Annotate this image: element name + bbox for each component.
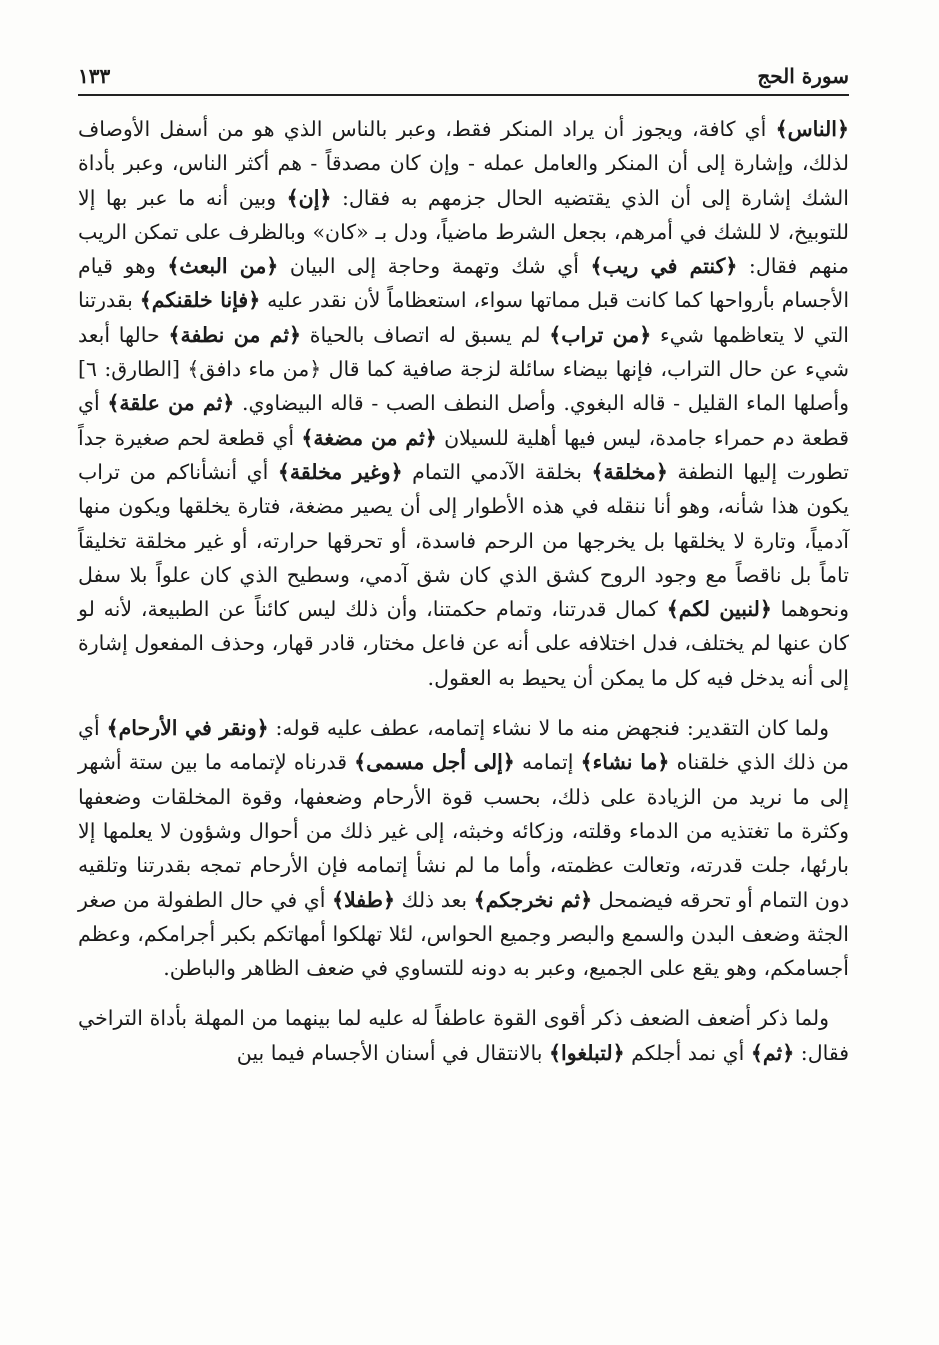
quran-quote: ﴿وغير مخلقة﴾ [277,459,403,484]
quran-quote: ﴿لنبين لكم﴾ [666,597,772,622]
page-number: ١٣٣ [78,64,111,88]
commentary-text: لم يسبق له اتصاف بالحياة [301,322,550,347]
quran-quote: ﴿إلى أجل مسمى﴾ [354,750,515,775]
commentary-text: بخلقة الآدمي التمام [402,459,592,484]
paragraph-3 [78,1001,849,1070]
commentary-text: أي كافة، ويجوز أن يراد المنكر فقط، وعبر بالناس الذي هو من أسفل الأوصاف لذلك، وإشارة إلى أن المنكر والعامل عمله - وإن كان مصدقاً - هم أكثر الناس، وعبر بأداة الشك إشارة إلى أن الذي يقتضيه الحال جزمهم به فقال: [78,117,849,210]
commentary-text: أي قطعة دم حمراء جامدة، ليس فيها أهلية للسيلان [78,391,850,450]
quran-quote: ﴿ثم من مضغة﴾ [301,425,437,450]
commentary-text: كمال قدرتنا، وتمام حكمتنا، وأن ذلك ليس كائناً عن الطبيعة، لأنه لو كان عنها لم يختلف، فدل اختلافه على أنه عن فاعل مختار، قادر قهار، وحذف المفعول إشارة إلى أنه يدخل فيه كل ما يمكن أن يحيط به العقول. [78,597,849,690]
commentary-text: وبين أنه ما عبر بها إلا للتوبيخ، لا للشك في أمرهم، بجعل الشرط ماضياً، ودل بـ «كان» وبالظرف على تمكن الريب منهم فقال: [78,185,849,279]
quran-quote: ﴿فإنا خلقنكم﴾ [139,288,261,313]
commentary-text: بالانتقال في أسنان الأجسام فيما بين [236,1040,550,1065]
paragraph-2 [78,711,849,985]
commentary-text: ولما كان التقدير: فنجهض منه ما لا نشاء إتمامه، عطف عليه قوله: [268,716,829,741]
commentary-text: قدرناه لإتمامه ما بين ستة أشهر إلى ما نريد من الزيادة على ذلك، بحسب قوة الأرحام وضعفها، وقوة المخلقات وضعفها وكثرة ما تغتذيه من الدماء وقلته، وزكائه وخبثه، إلى غير ذلك من أحوال وشؤون لا يعلمها إلا بارئها، جلت قدرته، وتعالت عظمته، وأما ما لم نشأ إتمامه فإن الأرحام تمجه بقدرتنا وتلقيه دون التمام أو تحرقه فيضمحل [78,750,849,912]
commentary-text: أي شك وتهمة وحاجة إلى البيان [278,254,591,279]
commentary-text: أي قطعة لحم صغيرة جداً تطورت إليها النطفة [78,425,849,484]
surah-title: سورة الحج [757,64,849,88]
commentary-text: حالها أبعد شيء عن حال التراب، فإنها بيضاء سائلة لزجة صافية كما قال ﴿من ماء دافق﴾ [الطارق: ٦] وأصلها الماء القليل - قاله البغوي. وأصل النطف الصب - قاله البيضاوي. [78,322,849,416]
quran-quote: ﴿لتبلغوا﴾ [549,1040,625,1065]
commentary-text: إتمامه [514,750,581,775]
commentary-text: بقدرتنا التي لا يتعاظمها شيء [78,288,850,347]
commentary-text: أي أنشأناكم من تراب يكون هذا شأنه، وهو أنا ننقله في هذه الأطوار إلى أن يصير مضغة، فتارة يخلقها ويكون منها آدمياً، وتارة لا يخلقها بل يخرجها من الرحم فاسدة، أو تحرقها حرارته، أو غير مخلقة تخليقاً تاماً بل ناقصاً مع وجود الروح كشق الذي كان شق آدمي، وسطيح الذي كان علواً بلا سفل ونحوهما [78,459,849,622]
commentary-text: وهو قيام الأجسام بأرواحها كما كانت قبل مماتها سواء، استعظاماً لأن نقدر عليه [78,254,850,313]
quran-quote: ﴿مخلقة﴾ [591,459,668,484]
commentary-text: أي من ذلك الذي خلقناه [78,716,849,775]
paragraph-1 [78,112,849,695]
quran-quote: ﴿إن﴾ [286,185,332,210]
quran-quote: ﴿الناس﴾ [775,117,849,141]
commentary-text: أي نمد أجلكم [624,1040,751,1065]
quran-quote: ﴿ثم من علقة﴾ [107,391,235,416]
commentary-text: ولما ذكر أضعف الضعف ذكر أقوى القوة عاطفاً له عليه لما بينهما من المهلة بأداة التراخي فقال: [78,1006,849,1065]
quran-quote: ﴿ونقر في الأرحام﴾ [106,716,269,741]
page-body [78,112,849,1070]
quran-quote: ﴿كنتم في ريب﴾ [590,254,738,279]
quran-quote: ﴿ثم﴾ [750,1040,795,1065]
page-header [78,60,849,96]
quran-quote: ﴿طفلا﴾ [332,887,395,912]
quran-quote: ﴿ثم من نطفة﴾ [168,322,302,347]
commentary-text: بعد ذلك [394,887,474,912]
commentary-text: أي في حال الطفولة من صغر الجثة وضعف البدن والسمع والبصر وجميع الحواس، لئلا تهلكوا أمهاتكم بكبر أجرامكم، وعظم أجسامكم، وهو يقع على الجميع، وعبر به دونه للتساوي في ضعف الظاهر والباطن. [78,887,849,981]
quran-quote: ﴿من تراب﴾ [549,322,652,347]
quran-quote: ﴿من البعث﴾ [167,254,279,279]
quran-quote: ﴿ما نشاء﴾ [580,750,670,775]
quran-quote: ﴿ثم نخرجكم﴾ [473,887,593,912]
